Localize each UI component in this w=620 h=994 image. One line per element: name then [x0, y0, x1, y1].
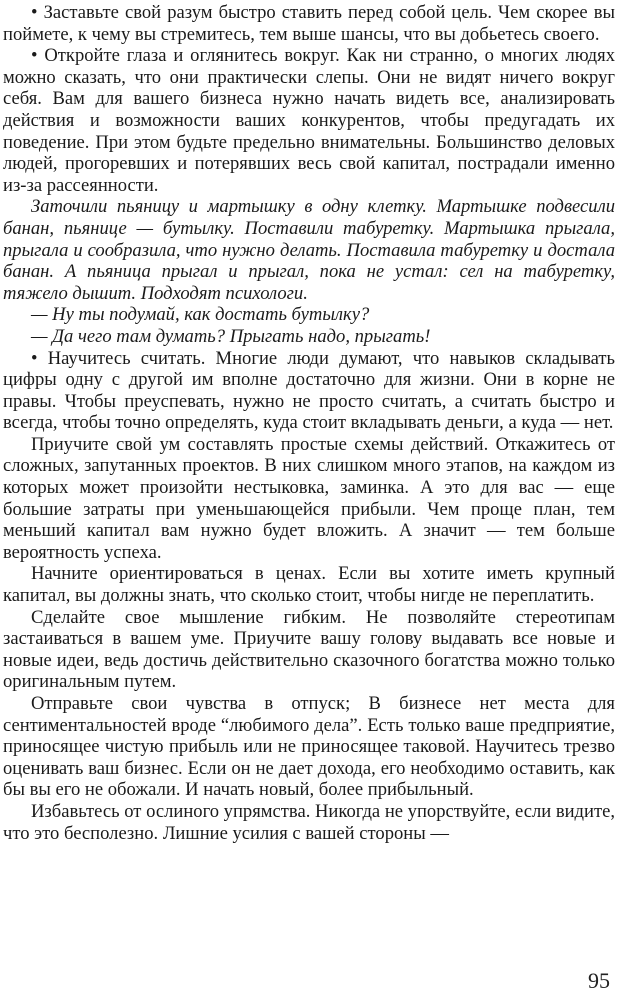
body-text	[3, 2, 615, 844]
paragraph-counting: • Научитесь считать. Многие люди думают, что навыков складывать цифры одну с другой им вполне достаточно для жизни. Они в корне не правы. Чтобы преуспевать, нужно не просто считать, а считать быстро и всегда, чтобы точно определять, куда стоит вкладывать деньги, а куда — нет.	[3, 347, 615, 434]
page-number: 95	[588, 968, 610, 993]
paragraph-dialogue-question: — Ну ты подумай, как достать бутылку?	[31, 304, 370, 326]
paragraph-simple-schemes: Приучите свой ум составлять простые схемы действий. Откажитесь от сложных, запутанных проектов. В них слишком много этапов, на каждом из которых может произойти нестыковка, заминка. А это для вас — еще большие затраты при уменьшающейся прибыли. Чем проще план, тем меньший капитал вам нужно будет вложить. А значит — тем больше вероятность успеха.	[3, 433, 615, 563]
paragraph-goal: • Заставьте свой разум быстро ставить перед собой цель. Чем скорее вы поймете, к чему вы стремитесь, тем выше шансы, что вы добьетесь своего.	[3, 2, 615, 45]
paragraph-stubbornness: Избавьтесь от ослиного упрямства. Никогда не упорствуйте, если видите, что это бесполезно. Лишние усилия с вашей стороны —	[3, 800, 615, 844]
paragraph-flexible-thinking: Сделайте свое мышление гибким. Не позволяйте стереотипам застаиваться в вашем уме. Приучите вашу голову выдавать все новые и новые идеи, ведь достичь действительно сказочного богатства можно только оригинальным путем.	[3, 606, 615, 693]
paragraph-open-eyes: • Откройте глаза и оглянитесь вокруг. Как ни странно, о многих людях можно сказать, что они практически слепы. Они не видят ничего вокруг себя. Вам для вашего бизнеса нужно начать видеть все, анализировать действия и возможности ваших конкурентов, чтобы предугадать их поведение. При этом будьте предельно внимательны. Большинство деловых людей, прогоревших и потерявших весь свой капитал, пострадали именно из-за рассеянности.	[3, 45, 615, 196]
paragraph-anecdote: Заточили пьяницу и мартышку в одну клетку. Мартышке подвесили банан, пьянице — бутылку. Поставили табуретку. Мартышка прыгала, прыгала и сообразила, что нужно делать. Поставила табуретку и достала банан. А пьяница прыгал и прыгал, пока не устал: сел на табуретку, тяжело дышит. Подходят психологи.	[3, 196, 615, 304]
paragraph-dialogue-answer: — Да чего там думать? Прыгать надо, прыгать!	[31, 325, 431, 347]
paragraph-prices: Начните ориентироваться в ценах. Если вы хотите иметь крупный капитал, вы должны знать, что сколько стоит, чтобы нигде не переплатить.	[3, 563, 615, 607]
paragraph-feelings: Отправьте свои чувства в отпуск; В бизнесе нет места для сентиментальностей вроде “любимого дела”. Есть только ваше предприятие, приносящее чистую прибыль или не приносящее таковой. Научитесь трезво оценивать ваш бизнес. Если он не дает дохода, его необходимо оставить, как бы вы его не обожали. И начать новый, более прибыльный.	[3, 693, 615, 801]
